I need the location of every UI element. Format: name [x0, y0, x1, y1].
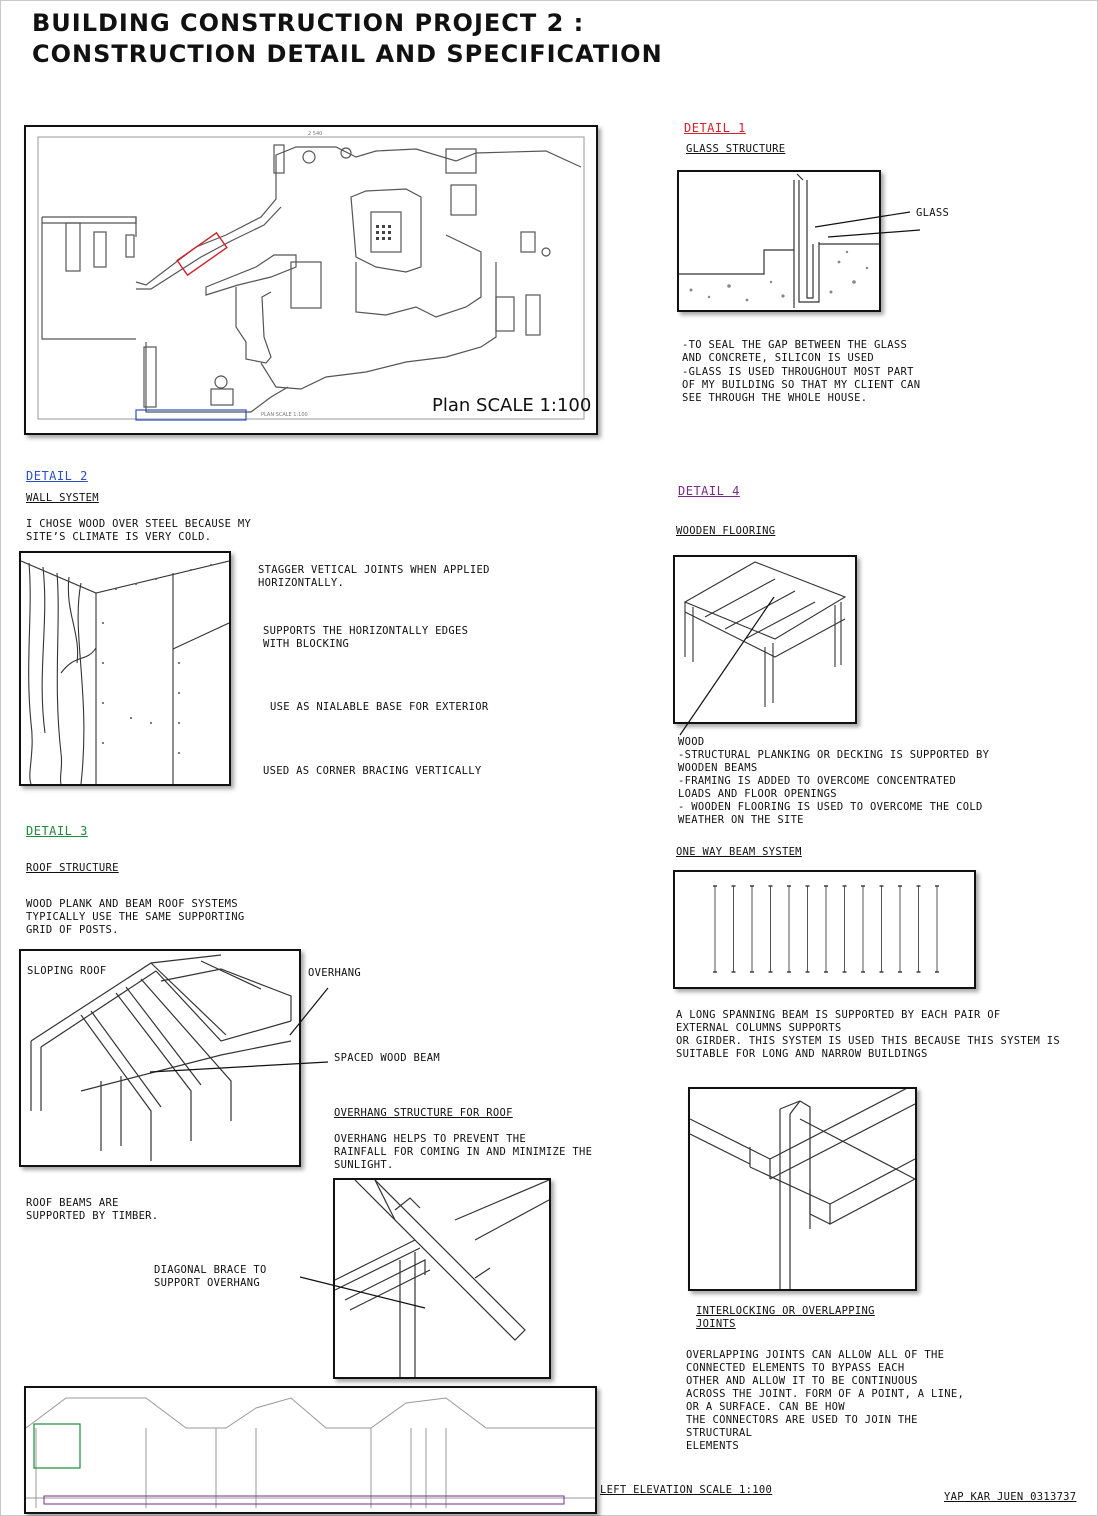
detail-4-note: -STRUCTURAL PLANKING OR DECKING IS SUPPORTED BY	[678, 749, 990, 761]
roof-beams-line: ROOF BEAMS ARE	[26, 1197, 119, 1209]
interlocking-joints-title	[696, 1305, 875, 1331]
beam-column	[787, 886, 791, 972]
beam-column	[806, 886, 810, 972]
diagonal-brace-label	[154, 1264, 267, 1290]
detail-1-marker	[177, 233, 227, 275]
wall-system-drawing	[19, 551, 231, 786]
wooden-flooring-drawing	[673, 555, 857, 724]
overhang-text-line: OVERHANG HELPS TO PREVENT THE	[334, 1133, 527, 1145]
detail-2-note-line: WITH BLOCKING	[263, 638, 350, 650]
sloping-roof-label: SLOPING ROOF	[27, 965, 107, 977]
detail-1-note: -GLASS IS USED THROUGHOUT MOST PART	[682, 366, 914, 378]
beam-column	[935, 886, 939, 972]
overhang-structure-title: OVERHANG STRUCTURE FOR ROOF	[334, 1107, 513, 1119]
beam-text-line: SUITABLE FOR LONG AND NARROW BUILDINGS	[676, 1048, 928, 1060]
detail-4-subheading: WOODEN FLOORING	[676, 525, 776, 537]
detail-1-note: OF MY BUILDING SO THAT MY CLIENT CAN	[682, 379, 921, 391]
detail-4-note: LOADS AND FLOOR OPENINGS	[678, 788, 837, 800]
beam-svg	[675, 872, 974, 987]
detail-3-subheading: ROOF STRUCTURE	[26, 862, 119, 874]
detail-3-marker	[34, 1424, 80, 1468]
interlocking-joint-drawing	[688, 1087, 917, 1291]
overhang-label: OVERHANG	[308, 967, 361, 979]
detail-2-note-1	[258, 564, 490, 590]
detail-3-heading: DETAIL 3	[26, 824, 88, 838]
joint-title-line: JOINTS	[696, 1318, 736, 1330]
spaced-wood-beam-label: SPACED WOOD BEAM	[334, 1052, 440, 1064]
page-title	[32, 8, 663, 70]
wood-label: WOOD	[678, 736, 705, 748]
beam-column	[843, 886, 847, 972]
beam-column	[880, 886, 884, 972]
beam-column	[824, 886, 828, 972]
detail-2-note-4: USED AS CORNER BRACING VERTICALLY	[263, 765, 482, 777]
joint-text-line: ELEMENTS	[686, 1440, 739, 1452]
diagonal-brace-line: SUPPORT OVERHANG	[154, 1277, 260, 1289]
detail-3-intro	[26, 898, 245, 937]
detail-4-note: WEATHER ON THE SITE	[678, 814, 804, 826]
joint-text-line: STRUCTURAL	[686, 1427, 753, 1439]
detail-2-note-3: USE AS NIALABLE BASE FOR EXTERIOR	[270, 701, 489, 713]
detail-2-subheading: WALL SYSTEM	[26, 492, 99, 504]
title-line-2: CONSTRUCTION DETAIL AND SPECIFICATION	[32, 40, 663, 68]
overhang-text-line: SUNLIGHT.	[334, 1159, 394, 1171]
beam-column	[769, 886, 773, 972]
plan-dim-label: 2 540	[308, 131, 323, 137]
author-credit: YAP KAR JUEN 0313737	[944, 1491, 1077, 1503]
floor-plan-drawing	[24, 125, 598, 435]
one-way-beam-title: ONE WAY BEAM SYSTEM	[676, 846, 802, 858]
detail-4-heading: DETAIL 4	[678, 484, 740, 498]
floor-plan-svg	[26, 127, 596, 433]
detail-4-notes	[678, 736, 989, 827]
detail-1-note: -TO SEAL THE GAP BETWEEN THE GLASS	[682, 339, 908, 351]
glass-structure-drawing	[677, 170, 881, 312]
detail-3-intro-line: WOOD PLANK AND BEAM ROOF SYSTEMS	[26, 898, 238, 910]
beam-column	[750, 886, 754, 972]
detail-1-subheading: GLASS STRUCTURE	[686, 143, 786, 155]
joint-text-line: OVERLAPPING JOINTS CAN ALLOW ALL OF THE	[686, 1349, 945, 1361]
roof-structure-drawing	[19, 949, 301, 1167]
one-way-beam-text	[676, 1009, 1060, 1061]
one-way-beam-drawing	[673, 870, 976, 989]
overhang-structure-drawing	[333, 1178, 551, 1379]
detail-4-marker	[44, 1496, 564, 1504]
title-line-1: BUILDING CONSTRUCTION PROJECT 2 :	[32, 9, 585, 37]
detail-2-note-line: HORIZONTALLY.	[258, 577, 345, 589]
joint-title-line: INTERLOCKING OR OVERLAPPING	[696, 1305, 875, 1317]
beam-column	[713, 886, 717, 972]
roof-beams-line: SUPPORTED BY TIMBER.	[26, 1210, 159, 1222]
detail-4-note: - WOODEN FLOORING IS USED TO OVERCOME THE COLD	[678, 801, 983, 813]
detail-4-note: -FRAMING IS ADDED TO OVERCOME CONCENTRATED	[678, 775, 957, 787]
left-elevation-label: LEFT ELEVATION SCALE 1:100	[600, 1484, 773, 1496]
detail-2-intro-line: SITE’S CLIMATE IS VERY COLD.	[26, 531, 212, 543]
beam-column	[898, 886, 902, 972]
beam-column	[861, 886, 865, 972]
joint-text-line: CONNECTED ELEMENTS TO BYPASS EACH	[686, 1362, 905, 1374]
detail-1-note: AND CONCRETE, SILICON IS USED	[682, 352, 875, 364]
beam-column	[732, 886, 736, 972]
joint-text-line: THE CONNECTORS ARE USED TO JOIN THE	[686, 1414, 918, 1426]
detail-1-note: SEE THROUGH THE WHOLE HOUSE.	[682, 392, 868, 404]
plan-scale-label: Plan SCALE 1:100	[432, 395, 592, 416]
joint-text-line: ACROSS THE JOINT. FORM OF A POINT, A LINE,	[686, 1388, 965, 1400]
roof-beams-note	[26, 1197, 158, 1223]
detail-2-note-line: SUPPORTS THE HORIZONTALLY EDGES	[263, 625, 469, 637]
detail-2-note-line: STAGGER VETICAL JOINTS WHEN APPLIED	[258, 564, 490, 576]
detail-2-note-2	[263, 625, 468, 651]
beam-text-line: EXTERNAL COLUMNS SUPPORTS	[676, 1022, 842, 1034]
overhang-text-line: RAINFALL FOR COMING IN AND MINIMIZE THE	[334, 1146, 593, 1158]
detail-3-intro-line: GRID OF POSTS.	[26, 924, 119, 936]
left-elevation-drawing	[24, 1386, 597, 1514]
detail-2-heading: DETAIL 2	[26, 469, 88, 483]
detail-1-heading: DETAIL 1	[684, 121, 746, 135]
joint-text-line: OR A SURFACE. CAN BE HOW	[686, 1401, 845, 1413]
interlocking-joints-text	[686, 1349, 964, 1453]
detail-4-note: WOODEN BEAMS	[678, 762, 758, 774]
detail-1-notes	[682, 339, 920, 405]
overhang-structure-text	[334, 1133, 592, 1172]
detail-1-glass-label: GLASS	[916, 207, 950, 219]
diagonal-brace-line: DIAGONAL BRACE TO	[154, 1264, 267, 1276]
detail-3-intro-line: TYPICALLY USE THE SAME SUPPORTING	[26, 911, 245, 923]
detail-2-intro	[26, 518, 251, 544]
beam-column	[917, 886, 921, 972]
detail-2-intro-line: I CHOSE WOOD OVER STEEL BECAUSE MY	[26, 518, 252, 530]
beam-text-line: OR GIRDER. THIS SYSTEM IS USED THIS BECAUSE THIS SYSTEM IS	[676, 1035, 1061, 1047]
joint-text-line: OTHER AND ALLOW IT TO BE CONTINUOUS	[686, 1375, 918, 1387]
plan-small-label: PLAN SCALE 1:100	[261, 412, 308, 418]
beam-text-line: A LONG SPANNING BEAM IS SUPPORTED BY EACH PAIR OF	[676, 1009, 1001, 1021]
